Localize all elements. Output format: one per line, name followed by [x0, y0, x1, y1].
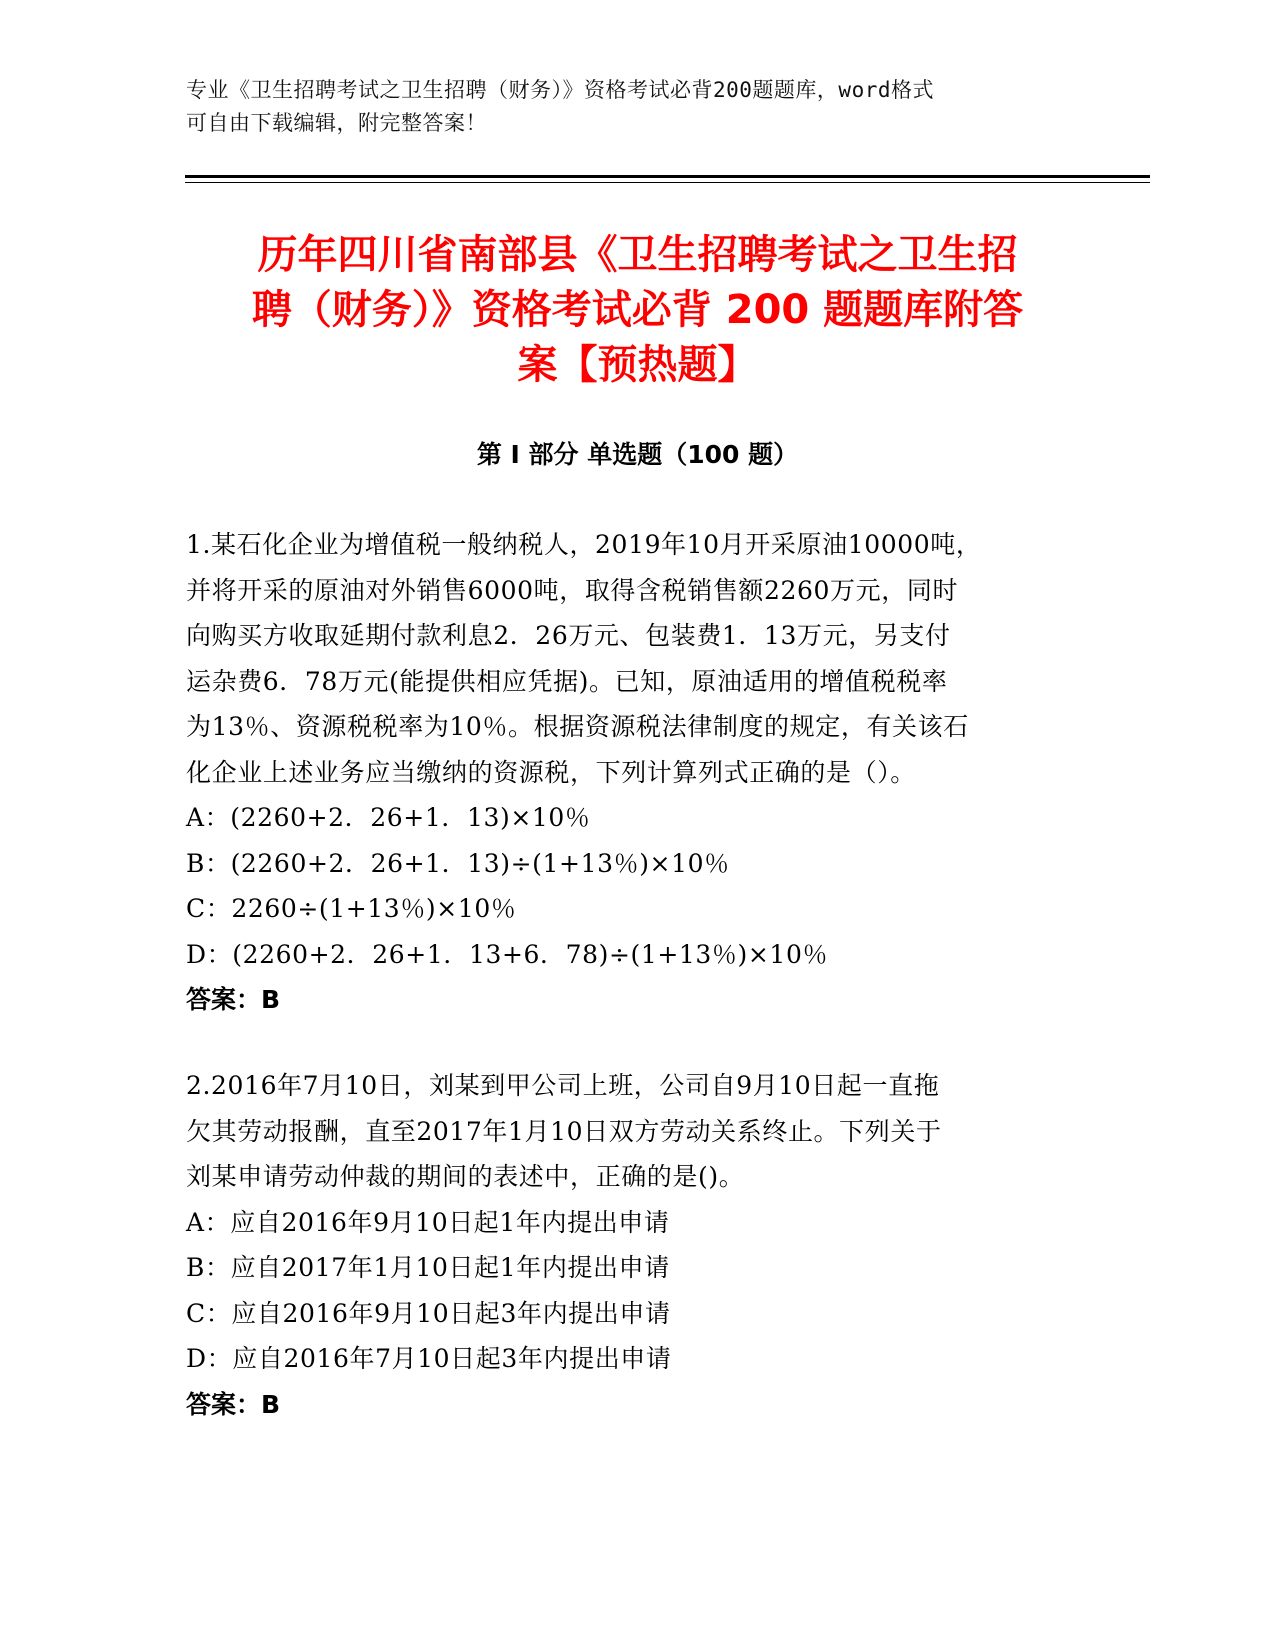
title-line: 案【预热题】 — [517, 342, 758, 388]
header-note-line: 可自由下载编辑，附完整答案！ — [186, 111, 487, 135]
option-b: B：(2260+2．26+1．13)÷(1+13％)×10％ — [186, 848, 730, 878]
document-title — [150, 228, 1125, 393]
option-b: B：应自2017年1月10日起1年内提出申请 — [186, 1253, 670, 1282]
question-stem-line: 化企业上述业务应当缴纳的资源税，下列计算列式正确的是（）。 — [186, 757, 916, 787]
question-block — [186, 522, 1066, 1023]
header-note-line: 专业《卫生招聘考试之卫生招聘（财务）》资格考试必背200题题库，word格式 — [186, 78, 934, 102]
option-a: A：(2260+2．26+1．13)×10％ — [186, 803, 591, 832]
header-divider-thick — [185, 175, 1150, 178]
option-a: A：应自2016年9月10日起1年内提出申请 — [186, 1207, 670, 1237]
question-block — [186, 1063, 1066, 1427]
question-stem-line: 欠其劳动报酬，直至2017年1月10日双方劳动关系终止。下列关于 — [186, 1116, 942, 1146]
question-stem-line: 2.2016年7月10日，刘某到甲公司上班，公司自9月10日起一直拖 — [186, 1071, 940, 1100]
option-d: D：应自2016年7月10日起3年内提出申请 — [186, 1344, 672, 1373]
header-note — [186, 74, 1066, 140]
option-c: C：2260÷(1+13％)×10％ — [186, 894, 517, 923]
option-d: D：(2260+2．26+1．13+6．78)÷(1+13％)×10％ — [186, 939, 829, 969]
option-c: C：应自2016年9月10日起3年内提出申请 — [186, 1298, 671, 1328]
question-stem-line: 运杂费6．78万元(能提供相应凭据)。已知，原油适用的增值税税率 — [186, 666, 948, 696]
title-line: 聘（财务）》资格考试必背 200 题题库附答 — [251, 287, 1024, 333]
question-stem-line: 向购买方收取延期付款利息2．26万元、包装费1．13万元，另支付 — [186, 621, 951, 650]
question-stem-line: 并将开采的原油对外销售6000吨，取得含税销售额2260万元，同时 — [186, 575, 959, 605]
answer-label: 答案：B — [186, 1389, 281, 1419]
section-title: 第 I 部分 单选题（100 题） — [476, 440, 799, 469]
question-stem-line: 为13％、资源税税率为10％。根据资源税法律制度的规定，有关该石 — [186, 712, 969, 741]
question-stem-line: 1.某石化企业为增值税一般纳税人，2019年10月开采原油10000吨， — [186, 530, 982, 559]
header-divider-thin — [185, 182, 1150, 183]
question-stem-line: 刘某申请劳动仲裁的期间的表述中，正确的是()。 — [186, 1162, 745, 1191]
answer-label: 答案：B — [186, 985, 281, 1014]
title-line: 历年四川省南部县《卫生招聘考试之卫生招 — [257, 232, 1018, 278]
